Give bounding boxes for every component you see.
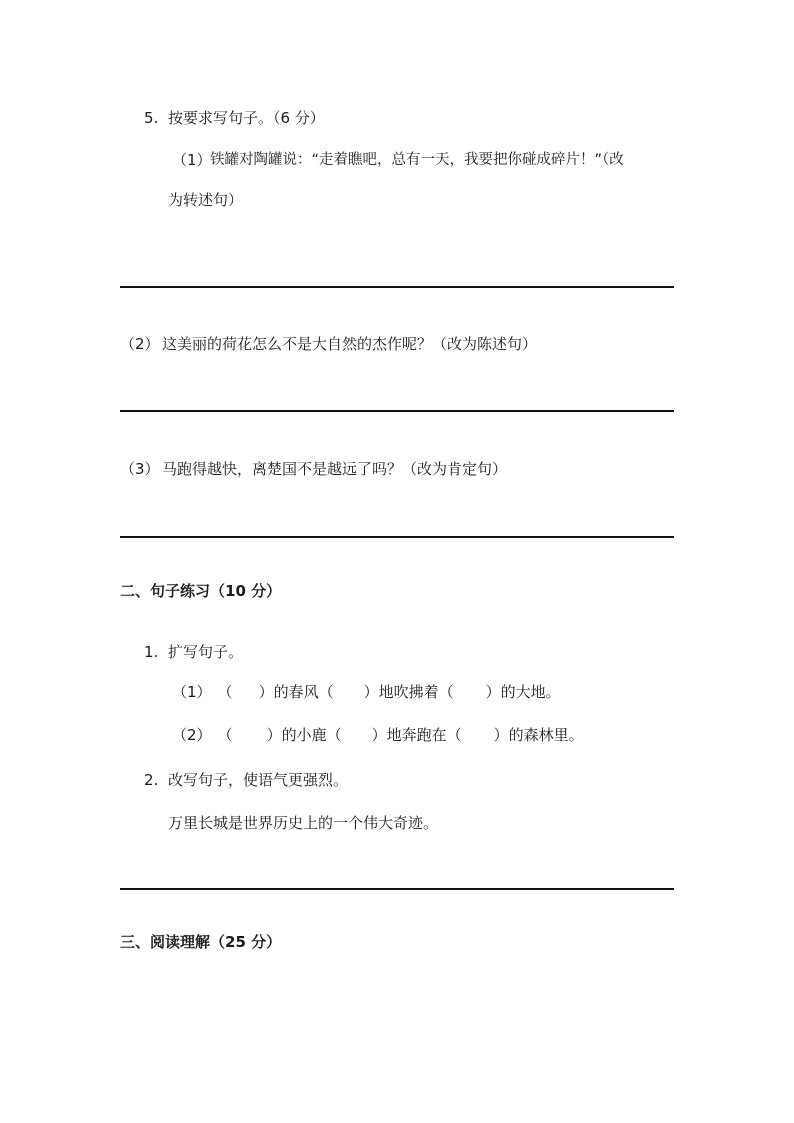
- q5-title: 按要求写句子。（6 分）: [168, 109, 325, 127]
- expand-item-2: [172, 725, 584, 745]
- s2-q1-title: 扩写句子。: [168, 643, 244, 661]
- q5-number: 5.: [144, 109, 159, 127]
- expand-item-2-label: （2）: [172, 726, 212, 744]
- q5-item1-text-line2: 为转述句）: [168, 191, 244, 209]
- expand-item-1-part2: ）的春风（: [258, 683, 334, 701]
- section-two-heading: 二、句子练习（10 分）: [120, 582, 282, 600]
- s2-q2-title: 改写句子，使语气更强烈。: [168, 771, 349, 789]
- answer-line-4[interactable]: [120, 888, 674, 890]
- q5-item3-label: （3）: [120, 460, 160, 478]
- expand-item-1-label: （1）: [172, 683, 212, 701]
- s2-q2-sentence: 万里长城是世界历史上的一个伟大奇迹。: [168, 814, 439, 832]
- s2-q2-number: 2.: [144, 771, 159, 789]
- q5-item2-label: （2）: [120, 335, 160, 353]
- s2-q1-number: 1.: [144, 643, 159, 661]
- expand-item-1-part4: ）的大地。: [485, 683, 561, 701]
- q5-item1-text-line1: 铁罐对陶罐说：“走着瞧吧，总有一天，我要把你碰成碎片！”（改: [210, 152, 624, 168]
- answer-line-2[interactable]: [120, 410, 674, 412]
- expand-item-2-part4: ）的森林里。: [493, 726, 584, 744]
- section-three-heading: 三、阅读理解（25 分）: [120, 933, 282, 951]
- answer-line-1[interactable]: [120, 286, 674, 288]
- expand-item-1-part3: ）地吹拂着（: [363, 683, 454, 701]
- expand-item-2-part3: ）地奔跑在（: [371, 726, 462, 744]
- q5-item2-text: 这美丽的荷花怎么不是大自然的杰作呢？（改为陈述句）: [162, 335, 538, 353]
- expand-item-1-part1: （: [217, 683, 233, 701]
- q5-item1-label: （1）: [172, 151, 212, 169]
- expand-item-2-part1: （: [217, 726, 233, 744]
- q5-item3-text: 马跑得越快，离楚国不是越远了吗？（改为肯定句）: [162, 460, 508, 478]
- answer-line-3[interactable]: [120, 536, 674, 538]
- expand-item-2-part2: ）的小鹿（: [266, 726, 342, 744]
- expand-item-1: [172, 682, 561, 702]
